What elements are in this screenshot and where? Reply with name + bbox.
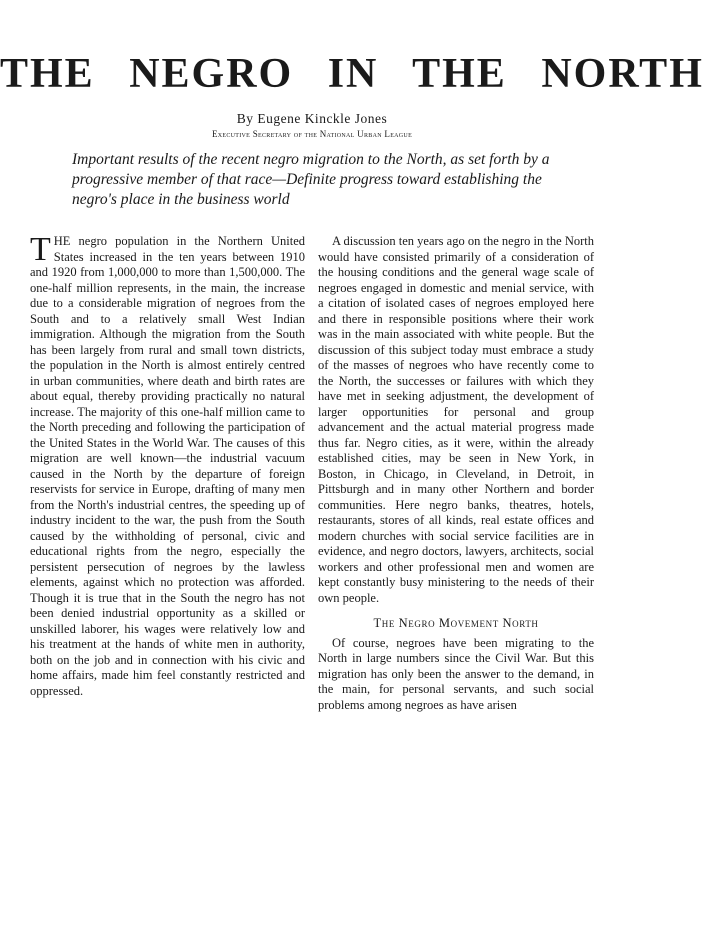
- body-paragraph: [30, 231, 305, 699]
- article-subtitle: Important results of the recent negro migration to the North, as set forth by a progressive member of that race—Definite progress toward establishing the negro's place in the business world: [72, 151, 550, 208]
- paragraph-text: HE negro population in the Northern United States increased in the ten years between 1910 and 1920 from 1,000,000 to more than 1,500,000. The one-half million represents, in the main, the increase due to a considerable migration of negroes from the South and to a relatively small West Indian immigration. Although the migration from the South has been largely from rural and small town districts, the population in the North is almost entirely centred in urban communities, where death and birth rates are about equal, thereby providing practically no natural increase. The majority of this one-half million came to the North preceding and following the participation of the United States in the World War. The causes of this migration are well known—the industrial vacuum caused in the North by the departure of foreign reservists for service in Europe, drafting of many men from the North's industrial centres, the speeding up of industry incident to the war, the push from the South caused by the withholding of personal, civic and educational rights from the negro, especially the persistent persecution of negroes by the lawless elements, against which no protection was afforded. Though it is true that in the South the negro has not been denied industrial opportunity as a skilled or unskilled laborer, his wages were relatively low and his treatment at the hands of white men in authority, both on the job and in connection with his civic and home affairs, made him feel constantly restricted and oppressed.: [30, 234, 305, 698]
- body-paragraph: A discussion ten years ago on the negro in the North would have consisted primarily of a consideration of the housing conditions and the general wage scale of negroes engaged in domestic and menial service, with a citation of isolated cases of negroes employed here and there in responsible positions where their work was in the main associated with white people. But the discussion of this subject today must embrace a study of the masses of negroes who have recently come to the North, the successes or failures with which they have met in seeking adjustment, the development of larger opportunities for personal and group advancement and the actual material progress made thus far. Negro cities, as it were, within the already established cities, may be seen in New York, in Boston, in Chicago, in Cleveland, in Detroit, in Pittsburgh and in many other Northern and border communities. Here negro banks, theatres, hotels, restaurants, stores of all kinds, real estate offices and modern churches with social service facilities are in evidence, and negro doctors, lawyers, architects, social workers and other professional men and women are kept constantly busy ministering to the needs of their own people.: [318, 234, 594, 605]
- section-heading: The Negro Movement North: [373, 616, 539, 630]
- drop-cap: T: [30, 231, 51, 268]
- text-column-right: [318, 234, 594, 713]
- article-byline: By Eugene Kinckle Jones: [236, 111, 388, 126]
- text-column-left: [30, 231, 305, 699]
- body-paragraph: Of course, negroes have been migrating to the North in large numbers since the Civil War. But this migration has only been the answer to the demand, in the main, for personal servants, and such social problems among negroes as have arisen: [318, 635, 594, 712]
- article-title: THE NEGRO IN THE NORTH: [0, 51, 704, 97]
- author-role: Executive Secretary of the National Urban League: [211, 129, 413, 139]
